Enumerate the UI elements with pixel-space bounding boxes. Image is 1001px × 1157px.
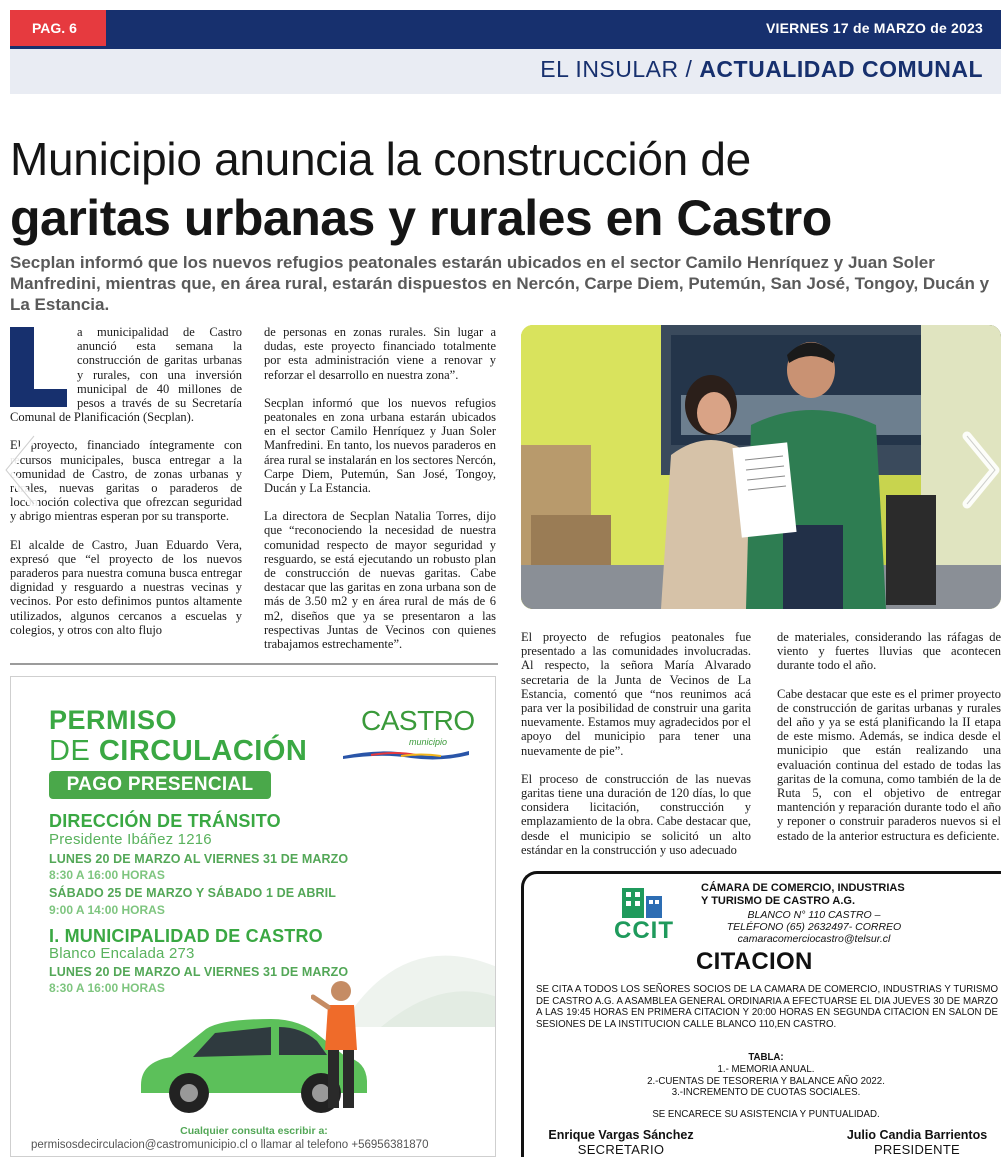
- agenda-label: TABLA:: [748, 1052, 784, 1063]
- ad-title-line-2: [49, 735, 307, 768]
- citacion-notice: [521, 871, 1001, 1157]
- article-deck: Secplan informó que los nuevos refugios peatonales estarán ubicados en el sector Camilo Henríquez y Juan Soler Manfredini, mientras que, en área rural, estarán dispuestos en Nercón, Carpe Diem, Putemún, San José, Tongoy, Ducán y La Estancia.: [10, 253, 990, 314]
- citacion-organization: [701, 882, 905, 908]
- issue-date: VIERNES 17 de MARZO de 2023: [765, 20, 983, 36]
- section-name: ACTUALIDAD COMUNAL: [699, 56, 983, 82]
- org-line-1: CÁMARA DE COMERCIO, INDUSTRIAS: [701, 882, 905, 894]
- dropcap-l: [10, 327, 67, 407]
- castro-logo: CASTRO: [361, 705, 475, 736]
- agenda-item: 1.- MEMORIA ANUAL.: [717, 1063, 815, 1075]
- page-number-tab: [10, 10, 106, 46]
- castro-logo-sub: municipio: [409, 737, 448, 747]
- ad-hours-3: 8:30 A 16:00 HORAS: [49, 981, 165, 995]
- ad-contact-details: permisosdecirculacion@castromunicipio.cl o llamar al telefono +56956381870: [31, 1139, 429, 1151]
- ad-hours-2: 9:00 A 14:00 HORAS: [49, 903, 165, 917]
- signer-name: Julio Candia Barrientos: [846, 1128, 988, 1142]
- ad-dates-2: SÁBADO 25 DE MARZO Y SÁBADO 1 DE ABRIL: [49, 886, 336, 900]
- paragraph: El proyecto, financiado íntegramente con recursos municipales, busca entregar a la comunidad de Castro, de zonas urbanas y rurales, nuevas garitas o paraderos de locomoción colectiva que ofrezcan seguridad y abrigo mientras esperan por su transporte.: [10, 438, 242, 524]
- signer-role: PRESIDENTE: [873, 1142, 961, 1157]
- paragraph: El alcalde de Castro, Juan Eduardo Vera, expresó que “el proyecto de los nuevos paraderos para nuestra comuna busca entregar dignidad y resguardo a nuestras vecinas y vecinos. Por esto definimos puntos altamente utilizados, algunos cercanos a escuelas y colegios, y otros con alto flujo: [10, 537, 242, 637]
- castro-logo-stripe-icon: [341, 747, 471, 761]
- photo-illustration: [521, 325, 1001, 609]
- next-page-chevron-icon[interactable]: [959, 430, 1001, 510]
- article-column-3: [521, 630, 751, 871]
- section-prefix: EL INSULAR /: [540, 56, 700, 82]
- person-icon: [311, 975, 371, 1115]
- ad-address-2: Blanco Encalada 273: [49, 945, 195, 962]
- signature-presidente: [832, 1128, 1001, 1157]
- paragraph: El proyecto de refugios peatonales fue presentado a las comunidades involucradas. Al respecto, la señora María Alvarado secretaria de la Junta de Vecinos de La Estancia, comentó que “nos reunimos acá para ver la posibilidad de construir una garita nuevamente. Estamos muy agradecidos por el apoyo del municipio para tener una nuevamente de pie”.: [521, 630, 751, 758]
- citacion-body: SE CITA A TODOS LOS SEÑORES SOCIOS DE LA CAMARA DE COMERCIO, INDUSTRIAS Y TURISMO DE CASTRO A.G. A ASAMBLEA GENERAL ORDINARIA A EFECTUARSE EL DIA JUEVES 30 DE MARZO A LAS 19:45 HORAS EN PRIMERA CITACION Y 20:00 HORAS EN SEGUNDA CITACION EN SALON DE SESIONES DE LA INSTITUCION CALLE BLANCO 110,EN CASTRO.: [536, 984, 998, 1030]
- ad-hours-1: 8:30 A 16:00 HORAS: [49, 868, 165, 882]
- ad-pago-presencial-badge: PAGO PRESENCIAL: [49, 771, 271, 799]
- ad-title-bold: CIRCULACIÓN: [98, 735, 308, 767]
- agenda-item: 3.-INCREMENTO DE CUOTAS SOCIALES.: [671, 1087, 861, 1099]
- address-line-1: BLANCO N° 110 CASTRO –: [747, 909, 881, 921]
- section-title: [540, 56, 983, 83]
- signer-name: Enrique Vargas Sánchez: [548, 1128, 694, 1142]
- ccit-building-icon: [614, 882, 694, 920]
- address-email: camaracomerciocastro@telsur.cl: [737, 933, 891, 945]
- paragraph: Cabe destacar que este es el primer proyecto de construcción de garitas urbanas y rurales del año y ya se está planificando la II etapa de este mismo. Además, se indica desde el municipio que están realizando una evaluación continua del estado de todas las garitas de la comuna, como también de la de Ruta 5, con el objetivo de entregar mantención y reparación durante todo el año y reponer o construir paraderos nuevos si el estado de la anterior estructura es deficiente.: [777, 686, 1001, 843]
- section-bar-rule: [10, 46, 1001, 49]
- ad-contact-label: Cualquier consulta escribir a:: [180, 1125, 328, 1137]
- ad-place-1: DIRECCIÓN DE TRÁNSITO: [49, 811, 281, 831]
- paragraph-text: a municipalidad de Castro anunció esta semana la construcción de garitas urbanas y rurales, con una inversión municipal de 40 millones de pesos a través de su Secretaría Comunal de Planificación (Secplan).: [10, 325, 242, 425]
- article-column-2: [264, 325, 496, 665]
- citacion-address: [714, 909, 914, 945]
- citacion-agenda: [524, 1052, 1001, 1099]
- permiso-circulacion-ad: [10, 676, 496, 1157]
- section-divider: [10, 663, 498, 665]
- article-column-4: [777, 630, 1001, 857]
- page-number: PAG. 6: [32, 20, 77, 36]
- ad-dates-3: LUNES 20 DE MARZO AL VIERNES 31 DE MARZO: [49, 965, 349, 979]
- address-line-2: TELÉFONO (65) 2632497- CORREO: [726, 921, 902, 933]
- paragraph: El proceso de construcción de las nuevas garitas tiene una duración de 120 días, lo que considera licitación, construcción y emplazamiento de la obra. Cabe destacar que, desde el municipio se solicitó un alto estándar en la construcción y uso adecuado: [521, 771, 751, 857]
- paragraph: Secplan informó que los nuevos refugios peatonales en zona urbana estarán ubicados en el sector Camilo Henríquez y Juan Soler Manfredini. En tanto, los nuevos paraderos en área rural se instalarán en los sectores Nercón, Carpe Diem, Putemún, San José, Tongoy, Ducán y La Estancia.: [264, 395, 496, 496]
- ad-address-1: Presidente Ibáñez 1216: [49, 831, 212, 848]
- article-photo: [521, 325, 1001, 609]
- paragraph: [10, 325, 242, 424]
- headline-line-1: Municipio anuncia la construcción de: [10, 133, 751, 185]
- ccit-logo: CCIT: [614, 917, 674, 944]
- ad-title-prefix: DE: [49, 735, 99, 767]
- article-column-1: [10, 325, 242, 651]
- ad-title-line-1: PERMISO: [49, 705, 178, 735]
- paragraph: La directora de Secplan Natalia Torres, dijo que “reconociendo la necesidad de nuestra comunidad respecto de mayor seguridad y resguardo, se está ejecutando un robusto plan de construcción de nuevas garitas. Cabe destacar que las garitas en zona urbana son de más de 3.50 m2 y en área rural de más de 6 m2, diseños que ya se presentaron a las respectivas Juntas de Vecinos con quienes trabajamos estrechamente”.: [264, 509, 496, 652]
- citacion-title: CITACION: [696, 948, 813, 975]
- paragraph: de personas en zonas rurales. Sin lugar a dudas, este proyecto financiado totalmente por esta administración viene a renovar y reforzar el desarrollo en nuestra zona”.: [264, 325, 496, 382]
- ad-place-2: I. MUNICIPALIDAD DE CASTRO: [49, 926, 323, 946]
- org-line-2: Y TURISMO DE CASTRO A.G.: [701, 895, 856, 907]
- agenda-item: 2.-CUENTAS DE TESORERIA Y BALANCE AÑO 2022.: [647, 1075, 885, 1087]
- headline-line-2: garitas urbanas y rurales en Castro: [10, 190, 832, 246]
- ad-dates-1: LUNES 20 DE MARZO AL VIERNES 31 DE MARZO: [49, 852, 349, 866]
- citacion-closing: SE ENCARECE SU ASISTENCIA Y PUNTUALIDAD.: [652, 1109, 880, 1120]
- signature-secretario: [536, 1128, 706, 1157]
- paragraph: de materiales, considerando las ráfagas de viento y fuertes lluvias que acontecen durante todo el año.: [777, 630, 1001, 673]
- previous-page-chevron-icon[interactable]: [0, 430, 42, 510]
- signer-role: SECRETARIO: [577, 1142, 665, 1157]
